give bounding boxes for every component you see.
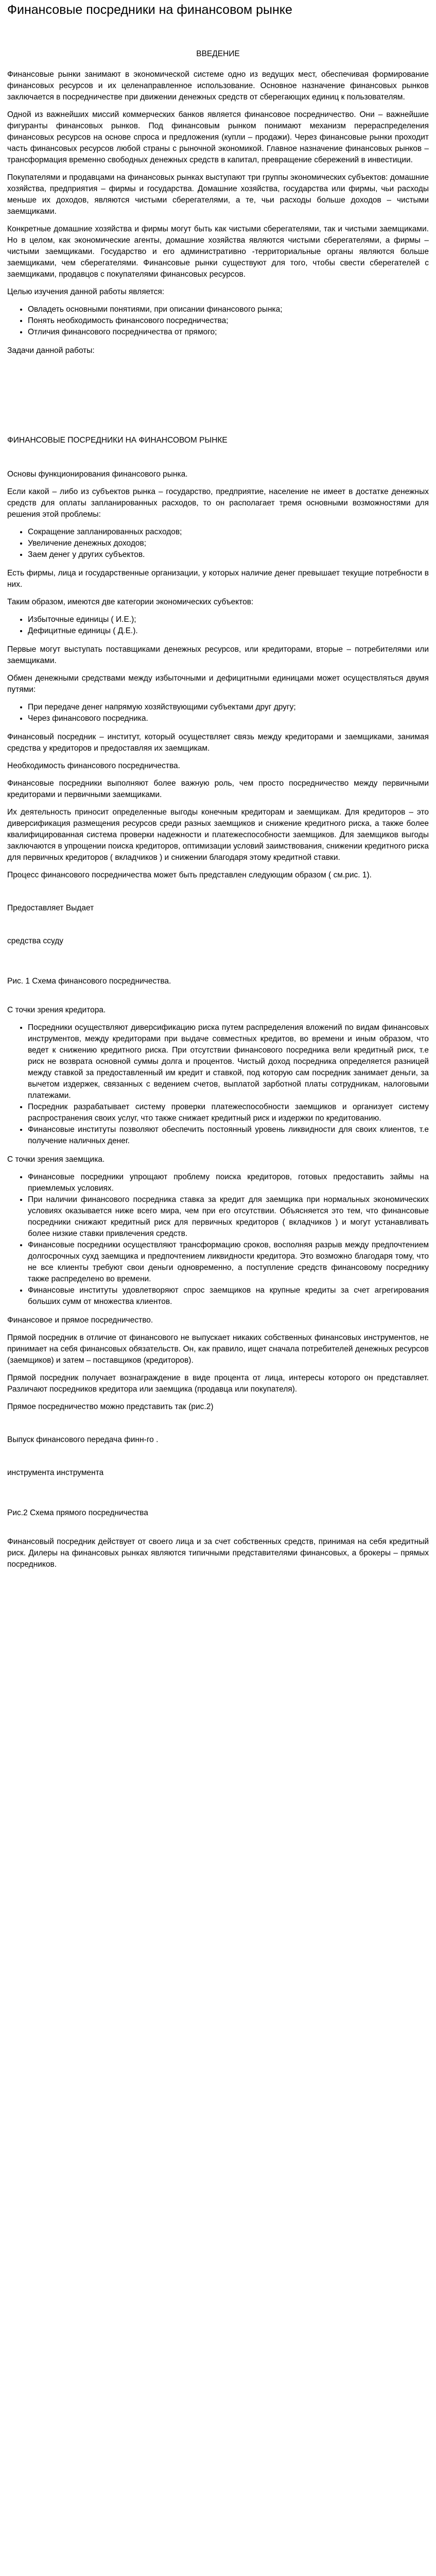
list-item: • Увеличение денежных доходов; <box>28 538 429 549</box>
main-heading: ФИНАНСОВЫЕ ПОСРЕДНИКИ НА ФИНАНСОВОМ РЫНКЕ <box>7 436 228 445</box>
paragraph: Финансовый посредник – институт, который осуществляет связь между кредиторами и заемщиками, занимая средства у кредиторов и предоставляя их заемщикам. <box>7 733 429 753</box>
options-list <box>7 527 429 561</box>
figure1-label-row: Предоставляет Выдает <box>7 904 94 912</box>
goals-lead: Целью изучения данной работы является: <box>7 287 165 296</box>
list-item: • Посредники осуществляют диверсификацию риска путем распределения вложений по видам финансовых инструментов, между кредиторами при выдаче совместных кредитов, во времени и иным образом, что ведет к снижению кредитного риска. При отсутствии финансового посредника вели кредитный риск, т.е риск не возврата основной суммы долга и процентов. Чистый доход посредника определяется разницей между ставкой за предоставленный им кредит и ставкой, под которую сам посредник занимает деньги, за вычетом издержек, связанных с ведением счетов, выплатой зарботной платы сотрудникам, налоговыми платежами. <box>28 1022 429 1101</box>
paragraph: С точки зрения заемщика. <box>7 1155 105 1164</box>
paragraph: Основы функционирования финансового рынка. <box>7 470 188 479</box>
goals-list <box>7 304 429 338</box>
list-item: • Посредник разрабатывает систему проверки платежеспособности заемщиков и организует систему распространения своих услуг, что также снижает кредитный риск и издержки по кредитованию. <box>28 1101 429 1124</box>
paragraph: Прямой посредник в отличие от финансового не выпускает никаких собственных финансовых инструментов, не принимает на себя финансовых обязательств. Он, как правило, ищет сначала потребителей денежных ресурсов (заемщиков) и затем – поставщиков (кредиторов). <box>7 1333 429 1365</box>
paragraph: Первые могут выступать поставщиками денежных ресурсов, или кредиторами, вторые – потребителями или заемщиками. <box>7 645 429 665</box>
document-title: Финансовые посредники на финансовом рынке <box>7 3 292 17</box>
list-item: • Финансовые институты позволяют обеспечить постоянный уровень ликвидности для своих клиентов, т.е получение наличных денег. <box>28 1124 429 1147</box>
paragraph: Обмен денежными средствами между избыточными и дефицитными единицами может осуществляться двумя путями: <box>7 674 429 694</box>
categories-list <box>7 614 429 637</box>
blank-space <box>7 887 429 903</box>
list-item: • При передаче денег напрямую хозяйствующими субъектами друг другу; <box>28 702 429 713</box>
creditor-list <box>7 1022 429 1147</box>
intro-paragraph: Покупателями и продавцами на финансовых рынках выступают три группы экономических субъектов: домашние хозяйства, предприятия – фирмы и государства. Домашние хозяйства, государства или фирмы, чьи расходы меньше их доходов, являются чистыми сберегателями, а те, чьи расходы больше доходов – чистыми заемщиками. <box>7 173 429 216</box>
paragraph: С точки зрения кредитора. <box>7 1006 106 1014</box>
list-item: • Финансовые институты удовлетворяют спрос заемщиков на крупные кредиты за счет агрегирования больших сумм от множества клиентов. <box>28 1285 429 1308</box>
list-item: • Дефицитные единицы ( Д.Е.). <box>28 625 429 637</box>
list-item: • Финансовые посредники осуществляют трансформацию сроков, восполняя разрыв между предпочтением долгосрочных сухд заемщика и предпочтением ликвидности кредитора. Это возможно благодаря тому, что не все клиенты требуют свои деньги одновременно, а поступление средств финансовому посреднику также распределено во времени. <box>28 1240 429 1285</box>
figure2-label-row: Выпуск финансового передача финн-го . <box>7 1435 159 1444</box>
figure2-label-row: инструмента инструмента <box>7 1468 104 1477</box>
intro-heading: ВВЕДЕНИЕ <box>196 49 240 58</box>
blank-space <box>7 1419 429 1434</box>
blank-space <box>7 1452 429 1467</box>
paragraph: Есть фирмы, лица и государственные организации, у которых наличие денег превышает текущие потребности в них. <box>7 569 429 589</box>
paragraph: Необходимость финансового посредничества. <box>7 761 180 770</box>
paragraph: Если какой – либо из субъектов рынка – государство, предприятие, население не имеет в достатке денежных средств для оплаты запланированных расходов, то он располагает тремя основными возможностями для решения этой проблемы: <box>7 487 429 519</box>
list-item: • Сокращение запланированных расходов; <box>28 527 429 538</box>
intro-paragraph: Одной из важнейших миссий коммерческих банков является финансовое посредничество. Они – важнейшие фигуранты финансовых рынков. Под финансовым рынком понимают механизм перераспределения финансовых ресурсов на основе спроса и предложения (купли – продажи). Через финансовые рынки проходит часть финансовых ресурсов любой страны с рыночной экономикой. Главное назначение финансовых рынков – трансформация временно свободных денежных средств в капитал, превращение сбережений в инвестиции. <box>7 110 429 164</box>
tasks-lead: Задачи данной работы: <box>7 346 95 355</box>
paragraph: Финансовый посредник действует от своего лица и за счет собственных средств, принимая на себя кредитный риск. Дилеры на финансовых рынках являются типичными представителями финансовых, а брокеры – прямых посредников. <box>7 1537 429 1569</box>
list-item: • Избыточные единицы ( И.Е.); <box>28 614 429 625</box>
paragraph: Прямое посредничество можно представить так (рис.2) <box>7 1402 214 1411</box>
paragraph: Прямой посредник получает вознаграждение в виде процента от лица, интересы которого он представляет. Различают посредников кредитора или заемщика (продавца или покупателя). <box>7 1374 429 1394</box>
intro-paragraph: Конкретные домашние хозяйства и фирмы могут быть как чистыми сберегателями, так и чистыми заемщиками. Но в целом, как экономические агенты, домашние хозяйства являются чистыми сберегателями, а фирмы – чистыми заемщиками. Государство и его административно -территориальные органы являются больше заемщиками, чем сберегателями. Финансовые рынки существуют для того, чтобы свести сберегателей с заемщиками, продавцов с покупателями финансовых ресурсов. <box>7 225 429 279</box>
paragraph: Их деятельность приносит определенные выгоды конечным кредиторам и заемщикам. Для кредиторов – это диверсификация размещения ресурсов среди разных заемщиков и снижение кредитного риска, а также более квалифицированная система проверки надежности и платежеспособности заемщиков. Для заемщиков выгоды заключаются в упрощении поиска кредиторов, оптимизации условий заимствования, снижении кредитного риска для первичных кредиторов ( вкладчиков ) и снижении благодаря этому кредитной ставки. <box>7 808 429 862</box>
blank-space <box>7 920 429 936</box>
blank-space <box>7 1485 429 1507</box>
list-item: • При наличии финансового посредника ставка за кредит для заемщика при нормальных экономических условиях оказывается ниже всего мира, чем при его отсутствии. Объясняется это тем, что финансовые посредники снижают кредитный риск для первичных кредиторов ( вкладчиков ) и могут устанавливать более низкие ставки привлечения средств. <box>28 1194 429 1240</box>
list-item: • Заем денег у других субъектов. <box>28 549 429 561</box>
figure1-label-row: средства ссуду <box>7 937 64 945</box>
ways-list <box>7 702 429 724</box>
list-item: • Финансовые посредники упрощают проблему поиска кредиторов, готовых предоставить займы на приемлемых условиях. <box>28 1172 429 1194</box>
borrower-list <box>7 1172 429 1308</box>
paragraph: Процесс финансового посредничества может быть представлен следующим образом ( см.рис. 1). <box>7 871 372 879</box>
figure2-caption: Рис.2 Схема прямого посредничества <box>7 1509 148 1517</box>
blank-space <box>7 363 429 435</box>
blank-space <box>7 953 429 976</box>
paragraph: Финансовые посредники выполняют более важную роль, чем просто посредничество между первичными кредиторами и первичными заемщиками. <box>7 779 429 799</box>
paragraph: Таким образом, имеются две категории экономических субъектов: <box>7 598 254 606</box>
list-item: • Понять необходимость финансового посредничества; <box>28 315 429 327</box>
figure1-caption: Рис. 1 Схема финансового посредничества. <box>7 977 171 986</box>
list-item: • Через финансового посредника. <box>28 713 429 724</box>
list-item: • Отличия финансового посредничества от прямого; <box>28 327 429 338</box>
paragraph: Финансовое и прямое посредничество. <box>7 1316 153 1325</box>
list-item: • Овладеть основными понятиями, при описании финансового рынка; <box>28 304 429 315</box>
intro-paragraph: Финансовые рынки занимают в экономической системе одно из ведущих мест, обеспечивая формирование финансовых ресурсов и их целенаправленное использование. Основное назначение финансовых рынков заключается в посредничестве при движении денежных средств от сберегающих единиц к пользователям. <box>7 70 429 101</box>
